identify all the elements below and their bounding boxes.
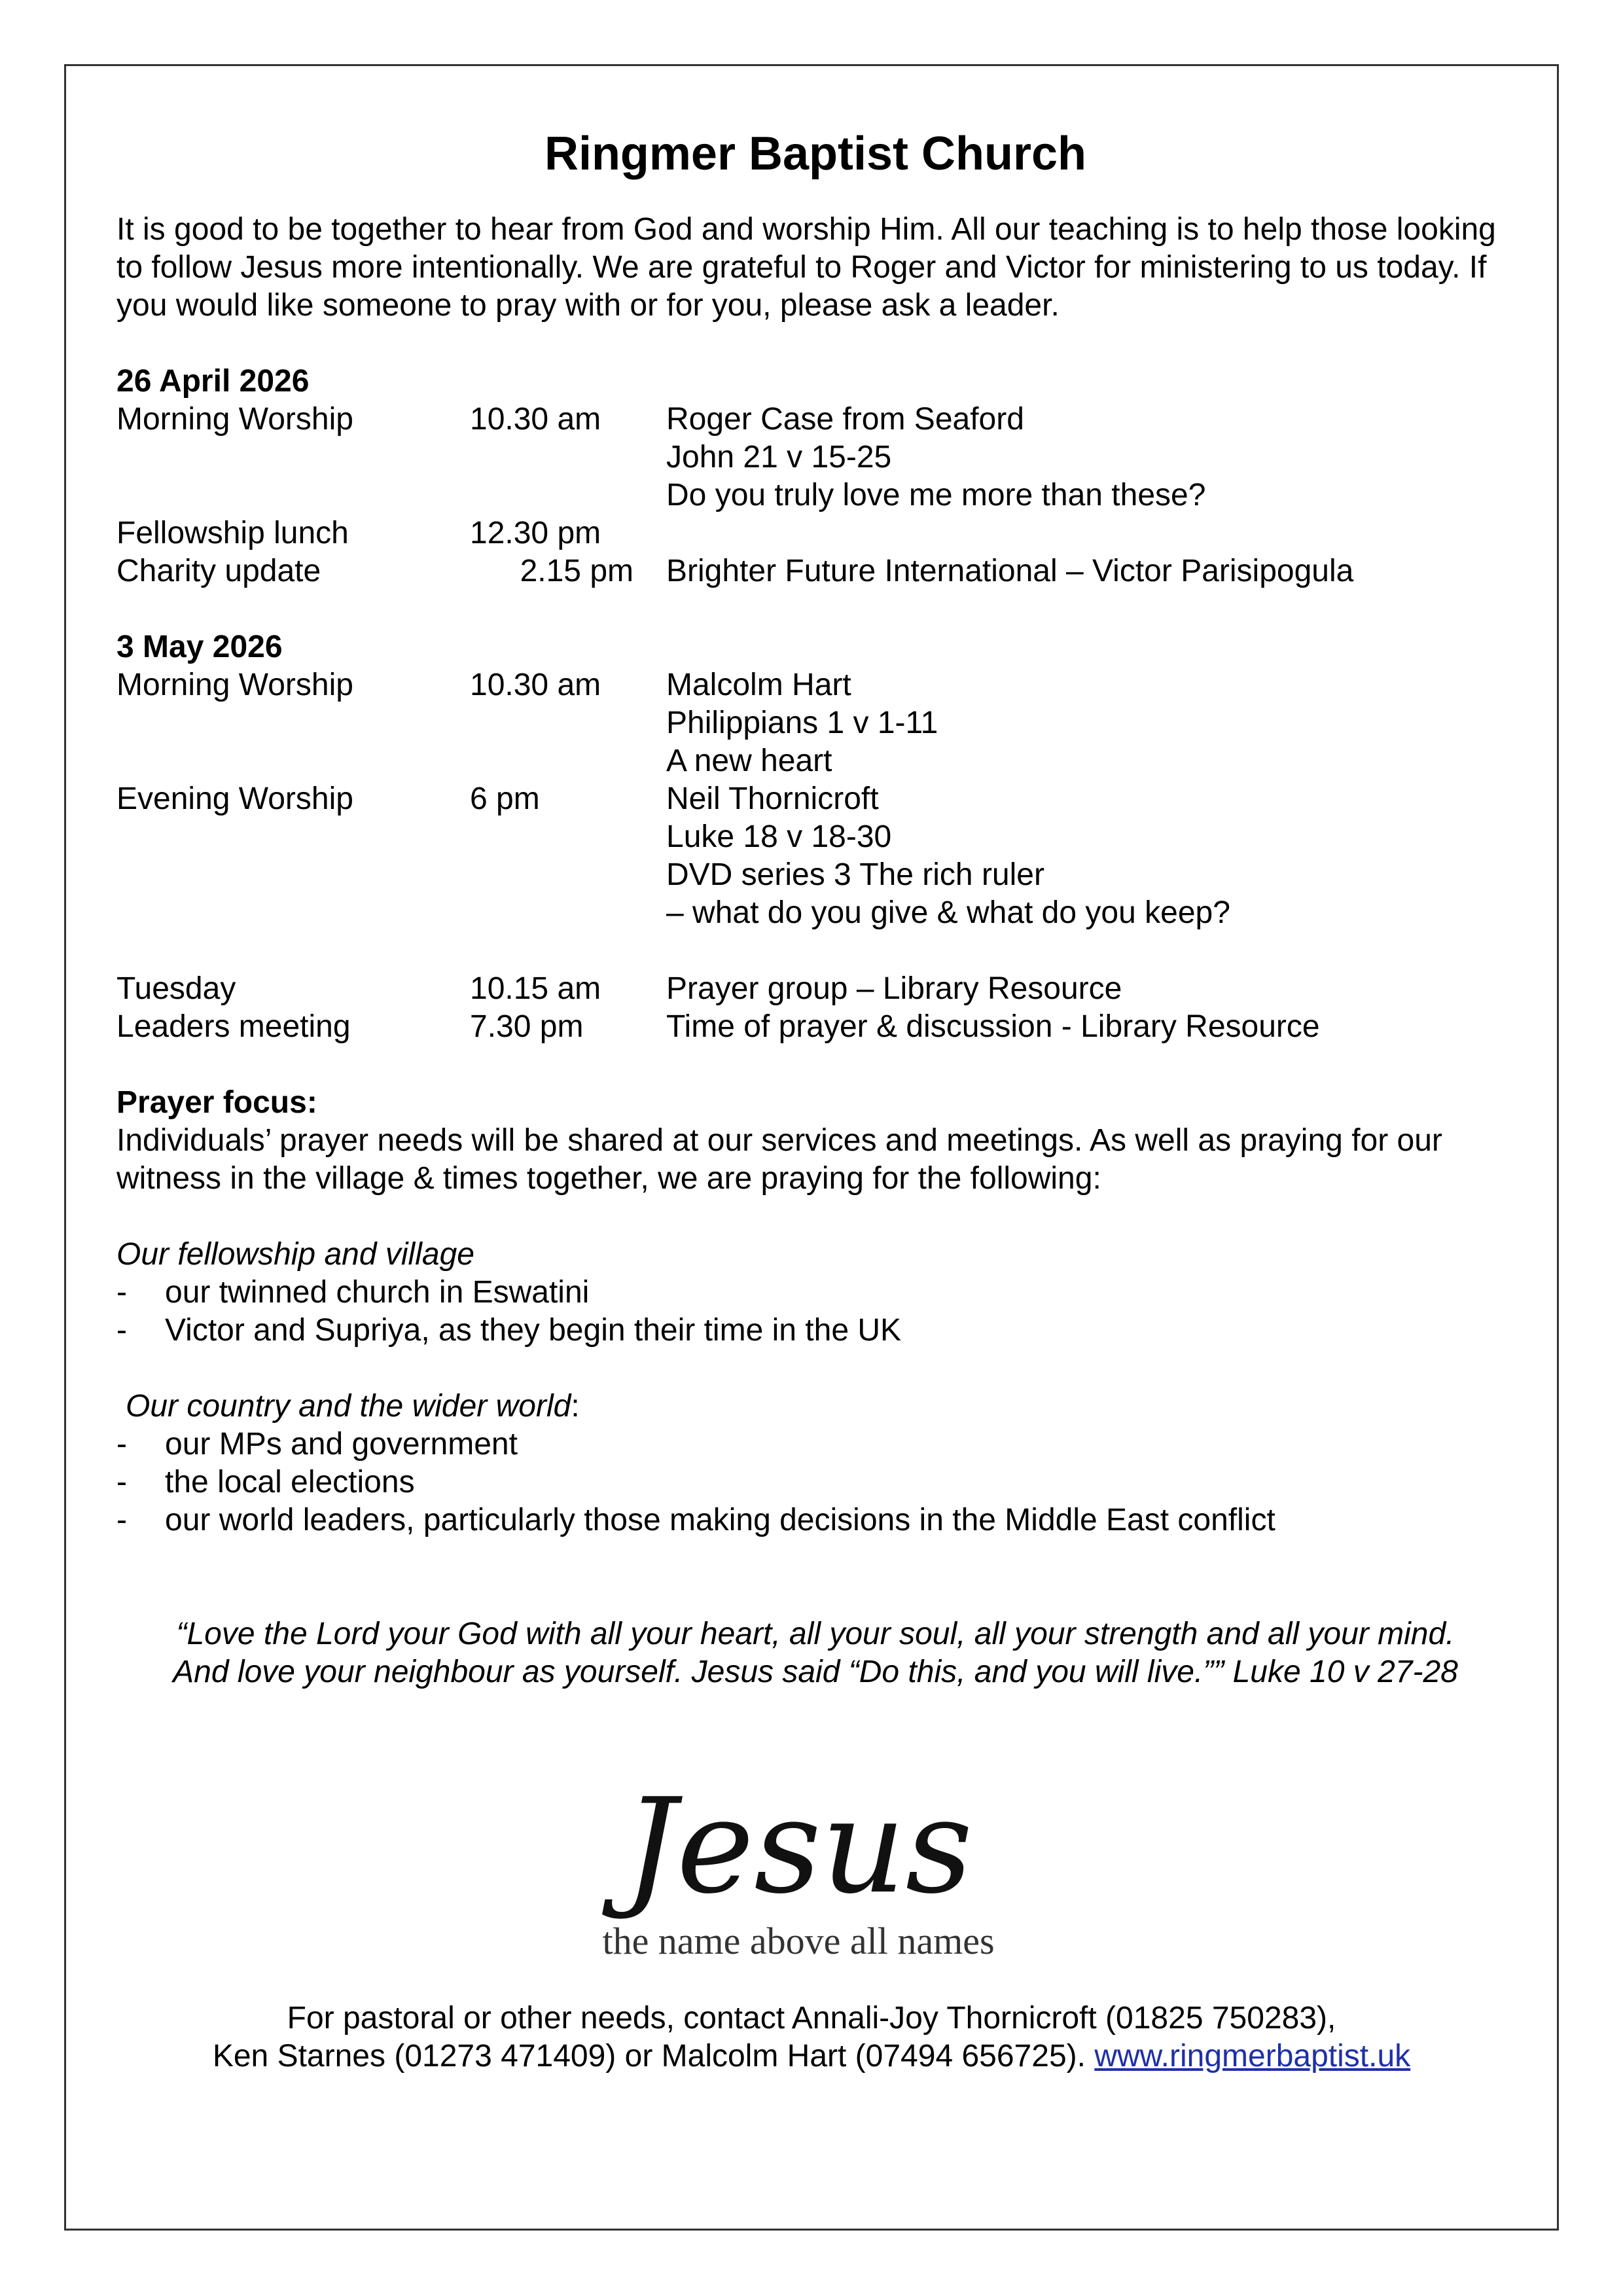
list-item: - our twinned church in Eswatini	[116, 1275, 590, 1310]
contact-line-1: For pastoral or other needs, contact Annali-Joy Thornicroft (01825 750283),	[287, 2001, 1336, 2036]
page-title: Ringmer Baptist Church	[544, 128, 1087, 180]
event-details: Roger Case from Seaford John 21 v 15-25 Do you truly love me more than these?	[666, 402, 1206, 512]
list-item: - our world leaders, particularly those making decisions in the Middle East conflict	[116, 1503, 1275, 1537]
event-name: Leaders meeting	[116, 1009, 351, 1044]
event-details: Prayer group – Library Resource	[666, 971, 1122, 1006]
prayer-intro: Individuals’ prayer needs will be shared at our services and meetings. As well as praying for our witness in the village & times together, we are praying for the following:	[116, 1123, 1442, 1196]
schedule-row	[116, 666, 1524, 780]
schedule-row	[116, 552, 1524, 590]
prayer-group-title-2: Our country and the wider world :	[126, 1389, 580, 1424]
event-time: 6 pm	[470, 781, 540, 816]
schedule-row	[116, 401, 1524, 514]
prayer-group-title-1: Our fellowship and village	[116, 1237, 474, 1272]
prayer-list-2	[116, 1426, 1524, 1539]
logo-tagline: the name above all names	[602, 1920, 995, 1962]
scripture-quote: “Love the Lord your God with all your heart, all your soul, all your strength and all your mind. And love your neighbour as yourself. Jesus said “Do this, and you will live.”” Luke 10 v 27-28	[173, 1617, 1458, 1689]
schedule-row	[116, 780, 1524, 932]
event-name: Evening Worship	[116, 781, 353, 816]
list-item: - Victor and Supriya, as they begin their time in the UK	[116, 1313, 902, 1348]
event-time: 2.15 pm	[520, 554, 633, 588]
event-name: Tuesday	[116, 971, 236, 1006]
prayer-heading: Prayer focus:	[116, 1085, 317, 1120]
event-time: 10.30 am	[470, 402, 601, 437]
event-name: Morning Worship	[116, 668, 353, 702]
contact-line-2: Ken Starnes (01273 471409) or Malcolm Hart (07494 656725). www.ringmerbaptist.uk	[212, 2039, 1411, 2073]
weekly-row	[116, 1008, 1524, 1046]
event-time: 10.15 am	[470, 971, 601, 1006]
event-name: Charity update	[116, 554, 321, 588]
jesus-logo	[563, 1761, 1034, 1970]
weekly-row	[116, 970, 1524, 1008]
list-item: - the local elections	[116, 1465, 415, 1499]
event-time: 7.30 pm	[470, 1009, 584, 1044]
event-time: 12.30 pm	[470, 516, 601, 550]
website-link[interactable]: www.ringmerbaptist.uk	[1094, 2039, 1411, 2073]
schedule-date-2: 3 May 2026	[116, 630, 283, 664]
list-item: - our MPs and government	[116, 1427, 518, 1462]
event-name: Morning Worship	[116, 402, 353, 437]
event-time: 10.30 am	[470, 668, 601, 702]
event-name: Fellowship lunch	[116, 516, 349, 550]
schedule-row	[116, 514, 1524, 552]
prayer-list-1	[116, 1274, 1524, 1350]
contact-footer	[64, 2000, 1559, 2075]
intro-paragraph: It is good to be together to hear from God and worship Him. All our teaching is to help those looking to follow Jesus more intentionally. We are grateful to Roger and Victor for ministering to us today. If you would like someone to pray with or for you, please ask a leader.	[116, 212, 1496, 323]
logo-word: Jesus	[624, 1770, 973, 1923]
event-details: Malcolm Hart Philippians 1 v 1-11 A new heart	[666, 668, 938, 778]
event-details: Brighter Future International – Victor Parisipogula	[666, 554, 1354, 588]
bulletin-body	[116, 124, 1524, 1691]
event-details	[666, 514, 1517, 552]
event-details: Time of prayer & discussion - Library Resource	[666, 1009, 1320, 1044]
event-details: Neil Thornicroft Luke 18 v 18-30 DVD series 3 The rich ruler – what do you give & what do you keep?	[666, 781, 1230, 930]
schedule-date-1: 26 April 2026	[116, 364, 310, 399]
